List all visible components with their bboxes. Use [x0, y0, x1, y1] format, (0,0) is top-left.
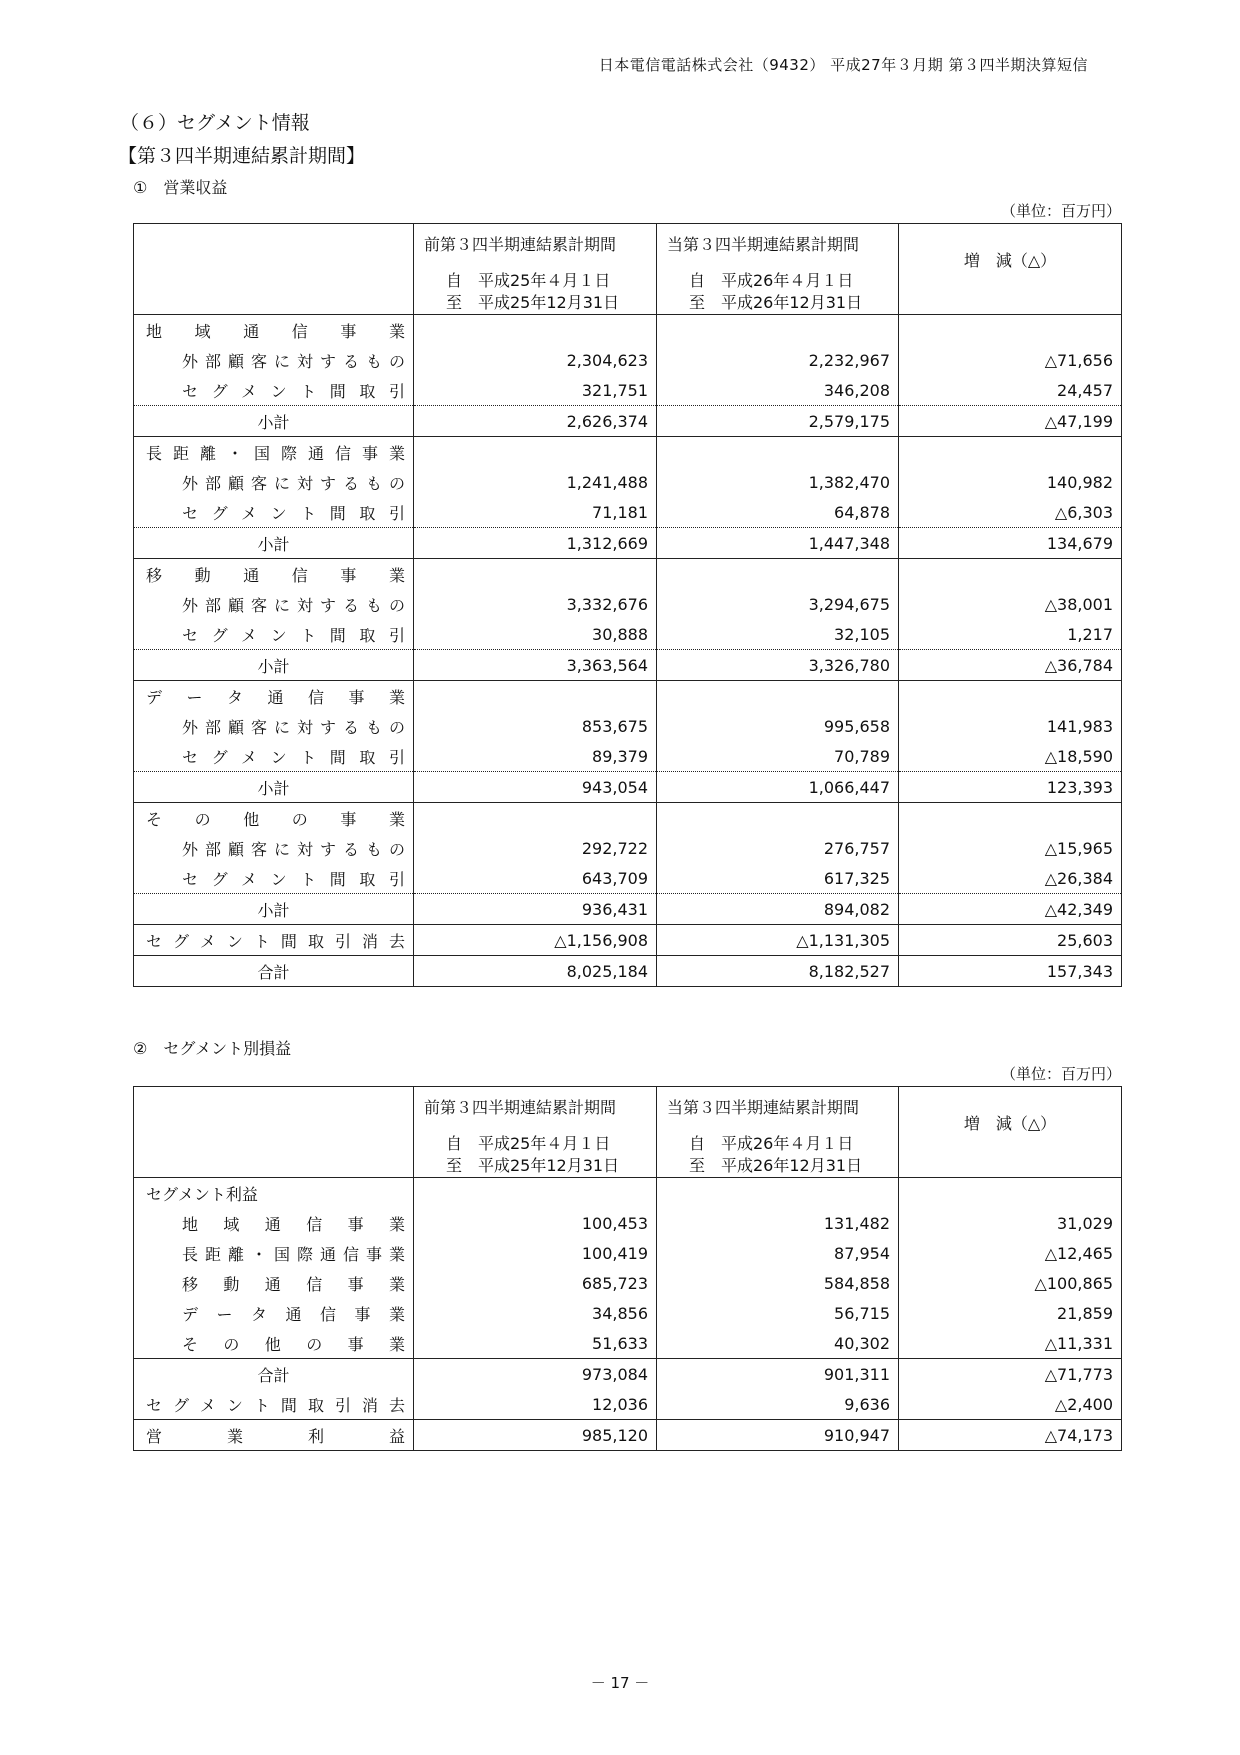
prev-value: 1,312,669 — [414, 528, 657, 559]
prev-value: 30,888 — [414, 619, 657, 650]
elimination-label — [134, 925, 414, 956]
curr-period-from: 自 平成26年４月１日 — [689, 271, 854, 290]
profit-segment-name — [134, 1268, 414, 1298]
curr-period-header — [657, 1087, 899, 1178]
prev-value: 3,363,564 — [414, 650, 657, 681]
profit-segment-name — [134, 1238, 414, 1268]
profit-segment-name-text: 地域通信事業 — [182, 1214, 405, 1234]
curr-value — [657, 315, 899, 346]
curr-value: 3,326,780 — [657, 650, 899, 681]
segment-name-text: 地域通信事業 — [146, 321, 405, 341]
profit-table — [133, 1086, 1122, 1451]
intersegment-label — [134, 619, 414, 650]
profit-row — [134, 1298, 1122, 1328]
document-header: 日本電信電話株式会社（9432） 平成27年３月期 第３四半期決算短信 — [598, 56, 1088, 74]
prev-value: 34,856 — [414, 1298, 657, 1328]
profit-title: ② セグメント別損益 — [133, 1039, 292, 1058]
section-title: （６）セグメント情報 — [120, 112, 310, 134]
change-value: 21,859 — [899, 1298, 1122, 1328]
curr-value: 910,947 — [657, 1420, 899, 1451]
revenue-title: ① 営業収益 — [133, 178, 228, 197]
curr-value: 276,757 — [657, 833, 899, 863]
segment-profit-label-text: セグメント利益 — [146, 1184, 258, 1204]
change-value: △38,001 — [899, 589, 1122, 619]
prev-value: 2,304,623 — [414, 345, 657, 375]
prev-period-to: 至 平成25年12月31日 — [446, 1156, 620, 1175]
change-value — [899, 1178, 1122, 1209]
subtotal-row — [134, 650, 1122, 681]
prev-value — [414, 1178, 657, 1209]
segment-name — [134, 681, 414, 712]
prev-value: 936,431 — [414, 894, 657, 925]
operating-income-label — [134, 1420, 414, 1451]
profit-segment-name-text: その他の事業 — [182, 1334, 405, 1354]
prev-value — [414, 681, 657, 712]
profit-row — [134, 1208, 1122, 1238]
curr-value: 1,382,470 — [657, 467, 899, 497]
segment-row — [134, 437, 1122, 468]
change-value: 25,603 — [899, 925, 1122, 956]
curr-value — [657, 1178, 899, 1209]
profit-row — [134, 1328, 1122, 1359]
intersegment-row — [134, 741, 1122, 772]
curr-value: 32,105 — [657, 619, 899, 650]
external-label-text: 外部顧客に対するもの — [182, 351, 405, 371]
change-value: △42,349 — [899, 894, 1122, 925]
curr-value: 2,232,967 — [657, 345, 899, 375]
external-label — [134, 589, 414, 619]
external-label-text: 外部顧客に対するもの — [182, 473, 405, 493]
segment-name — [134, 437, 414, 468]
prev-value: 853,675 — [414, 711, 657, 741]
intersegment-label-text: セグメント間取引 — [182, 625, 405, 645]
segment-name-text: 移動通信事業 — [146, 565, 405, 585]
segment-profit-row — [134, 1178, 1122, 1209]
total-label — [134, 956, 414, 987]
profit-elimination-label — [134, 1389, 414, 1420]
change-value: 141,983 — [899, 711, 1122, 741]
prev-value — [414, 803, 657, 834]
change-value — [899, 681, 1122, 712]
external-label-text: 外部顧客に対するもの — [182, 839, 405, 859]
intersegment-label — [134, 497, 414, 528]
curr-value: 56,715 — [657, 1298, 899, 1328]
external-row — [134, 589, 1122, 619]
change-value: △36,784 — [899, 650, 1122, 681]
subtotal-label — [134, 528, 414, 559]
change-value: △26,384 — [899, 863, 1122, 894]
profit-header-row — [134, 1087, 1122, 1178]
curr-value: 1,447,348 — [657, 528, 899, 559]
prev-value: 1,241,488 — [414, 467, 657, 497]
external-label-text: 外部顧客に対するもの — [182, 595, 405, 615]
prev-value: 12,036 — [414, 1389, 657, 1420]
curr-value: 617,325 — [657, 863, 899, 894]
prev-value: 89,379 — [414, 741, 657, 772]
intersegment-label-text: セグメント間取引 — [182, 869, 405, 889]
elimination-row — [134, 925, 1122, 956]
change-value: 123,393 — [899, 772, 1122, 803]
profit-segment-name — [134, 1208, 414, 1238]
segment-name-text: その他の事業 — [146, 809, 405, 829]
prev-value: 51,633 — [414, 1328, 657, 1359]
intersegment-label — [134, 741, 414, 772]
curr-value — [657, 803, 899, 834]
prev-value: 100,419 — [414, 1238, 657, 1268]
profit-row — [134, 1238, 1122, 1268]
profit-total-label-text: 合計 — [257, 1365, 290, 1385]
profit-total-row — [134, 1359, 1122, 1390]
change-value: △71,773 — [899, 1359, 1122, 1390]
curr-value: △1,131,305 — [657, 925, 899, 956]
curr-period-label: 当第３四半期連結累計期間 — [667, 235, 860, 254]
segment-name — [134, 559, 414, 590]
curr-value: 40,302 — [657, 1328, 899, 1359]
external-label — [134, 345, 414, 375]
segment-row — [134, 559, 1122, 590]
curr-period-to: 至 平成26年12月31日 — [689, 293, 863, 312]
curr-value: 9,636 — [657, 1389, 899, 1420]
external-label — [134, 467, 414, 497]
elimination-label-text: セグメント間取引消去 — [146, 931, 405, 951]
prev-value: 985,120 — [414, 1420, 657, 1451]
change-value — [899, 437, 1122, 468]
subtotal-label — [134, 894, 414, 925]
change-value: 1,217 — [899, 619, 1122, 650]
prev-value — [414, 437, 657, 468]
prev-value: 943,054 — [414, 772, 657, 803]
intersegment-label-text: セグメント間取引 — [182, 503, 405, 523]
revenue-header-row — [134, 224, 1122, 315]
prev-period-header — [414, 1087, 657, 1178]
external-row — [134, 833, 1122, 863]
prev-period-label: 前第３四半期連結累計期間 — [424, 1098, 617, 1117]
curr-period-header — [657, 224, 899, 315]
subtotal-label-text: 小計 — [257, 778, 290, 798]
profit-segment-name-text: 長距離・国際通信事業 — [182, 1244, 405, 1264]
prev-value: △1,156,908 — [414, 925, 657, 956]
subtotal-row — [134, 528, 1122, 559]
curr-value: 1,066,447 — [657, 772, 899, 803]
curr-value: 8,182,527 — [657, 956, 899, 987]
change-value — [899, 315, 1122, 346]
change-value: △12,465 — [899, 1238, 1122, 1268]
segment-name-text: 長距離・国際通信事業 — [146, 443, 405, 463]
change-value: △2,400 — [899, 1389, 1122, 1420]
change-value: 140,982 — [899, 467, 1122, 497]
curr-value — [657, 559, 899, 590]
profit-segment-name-text: データ通信事業 — [182, 1304, 405, 1324]
change-value: △100,865 — [899, 1268, 1122, 1298]
profit-elimination-label-text: セグメント間取引消去 — [146, 1395, 405, 1415]
change-value: △11,331 — [899, 1328, 1122, 1359]
intersegment-row — [134, 375, 1122, 406]
curr-period-from: 自 平成26年４月１日 — [689, 1134, 854, 1153]
segment-row — [134, 803, 1122, 834]
subtotal-row — [134, 406, 1122, 437]
header-blank — [134, 1087, 414, 1178]
change-value: △6,303 — [899, 497, 1122, 528]
external-label — [134, 711, 414, 741]
profit-elimination-row — [134, 1389, 1122, 1420]
prev-value: 973,084 — [414, 1359, 657, 1390]
curr-value: 584,858 — [657, 1268, 899, 1298]
subtotal-label-text: 小計 — [257, 656, 290, 676]
intersegment-row — [134, 497, 1122, 528]
segment-profit-label — [134, 1178, 414, 1209]
external-row — [134, 345, 1122, 375]
total-label-text: 合計 — [257, 962, 290, 982]
profit-body — [134, 1178, 1122, 1451]
change-value: △71,656 — [899, 345, 1122, 375]
subtotal-label — [134, 406, 414, 437]
total-row — [134, 956, 1122, 987]
operating-income-row — [134, 1420, 1122, 1451]
curr-value: 3,294,675 — [657, 589, 899, 619]
prev-value: 3,332,676 — [414, 589, 657, 619]
segment-name — [134, 315, 414, 346]
prev-period-to: 至 平成25年12月31日 — [446, 293, 620, 312]
profit-total-label — [134, 1359, 414, 1390]
intersegment-row — [134, 863, 1122, 894]
external-label-text: 外部顧客に対するもの — [182, 717, 405, 737]
intersegment-label — [134, 863, 414, 894]
change-header: 増 減（△） — [899, 224, 1122, 315]
curr-value: 131,482 — [657, 1208, 899, 1238]
period-title: 【第３四半期連結累計期間】 — [118, 145, 366, 167]
subtotal-row — [134, 772, 1122, 803]
profit-row — [134, 1268, 1122, 1298]
curr-value: 70,789 — [657, 741, 899, 772]
change-value: 31,029 — [899, 1208, 1122, 1238]
curr-period-to: 至 平成26年12月31日 — [689, 1156, 863, 1175]
subtotal-label-text: 小計 — [257, 534, 290, 554]
prev-value: 100,453 — [414, 1208, 657, 1238]
prev-value — [414, 559, 657, 590]
prev-value: 8,025,184 — [414, 956, 657, 987]
prev-value: 643,709 — [414, 863, 657, 894]
prev-value: 292,722 — [414, 833, 657, 863]
unit-label-revenue: （単位：百万円） — [1000, 202, 1121, 220]
subtotal-label-text: 小計 — [257, 900, 290, 920]
change-value: △15,965 — [899, 833, 1122, 863]
curr-value: 64,878 — [657, 497, 899, 528]
prev-value: 2,626,374 — [414, 406, 657, 437]
segment-row — [134, 315, 1122, 346]
profit-segment-name — [134, 1298, 414, 1328]
revenue-table — [133, 223, 1122, 987]
revenue-body — [134, 315, 1122, 987]
external-label — [134, 833, 414, 863]
subtotal-row — [134, 894, 1122, 925]
curr-value: 346,208 — [657, 375, 899, 406]
subtotal-label — [134, 772, 414, 803]
change-value: △18,590 — [899, 741, 1122, 772]
intersegment-label — [134, 375, 414, 406]
header-blank — [134, 224, 414, 315]
change-value — [899, 559, 1122, 590]
change-value: 134,679 — [899, 528, 1122, 559]
change-value: 157,343 — [899, 956, 1122, 987]
change-value: 24,457 — [899, 375, 1122, 406]
curr-value: 995,658 — [657, 711, 899, 741]
profit-segment-name — [134, 1328, 414, 1359]
curr-period-label: 当第３四半期連結累計期間 — [667, 1098, 860, 1117]
intersegment-label-text: セグメント間取引 — [182, 747, 405, 767]
prev-period-label: 前第３四半期連結累計期間 — [424, 235, 617, 254]
segment-row — [134, 681, 1122, 712]
page-number: － 17 － — [590, 1674, 650, 1692]
curr-value: 894,082 — [657, 894, 899, 925]
prev-value: 685,723 — [414, 1268, 657, 1298]
segment-name — [134, 803, 414, 834]
operating-income-label-text: 営業利益 — [146, 1426, 405, 1446]
profit-segment-name-text: 移動通信事業 — [182, 1274, 405, 1294]
prev-value — [414, 315, 657, 346]
change-value: △74,173 — [899, 1420, 1122, 1451]
prev-period-from: 自 平成25年４月１日 — [446, 1134, 611, 1153]
prev-period-header — [414, 224, 657, 315]
curr-value — [657, 681, 899, 712]
change-value: △47,199 — [899, 406, 1122, 437]
prev-value: 321,751 — [414, 375, 657, 406]
subtotal-label-text: 小計 — [257, 412, 290, 432]
prev-period-from: 自 平成25年４月１日 — [446, 271, 611, 290]
subtotal-label — [134, 650, 414, 681]
unit-label-profit: （単位：百万円） — [1000, 1065, 1121, 1083]
external-row — [134, 467, 1122, 497]
prev-value: 71,181 — [414, 497, 657, 528]
change-value — [899, 803, 1122, 834]
intersegment-row — [134, 619, 1122, 650]
external-row — [134, 711, 1122, 741]
intersegment-label-text: セグメント間取引 — [182, 381, 405, 401]
curr-value: 2,579,175 — [657, 406, 899, 437]
segment-name-text: データ通信事業 — [146, 687, 405, 707]
curr-value: 87,954 — [657, 1238, 899, 1268]
change-header: 増 減（△） — [899, 1087, 1122, 1178]
curr-value: 901,311 — [657, 1359, 899, 1390]
curr-value — [657, 437, 899, 468]
